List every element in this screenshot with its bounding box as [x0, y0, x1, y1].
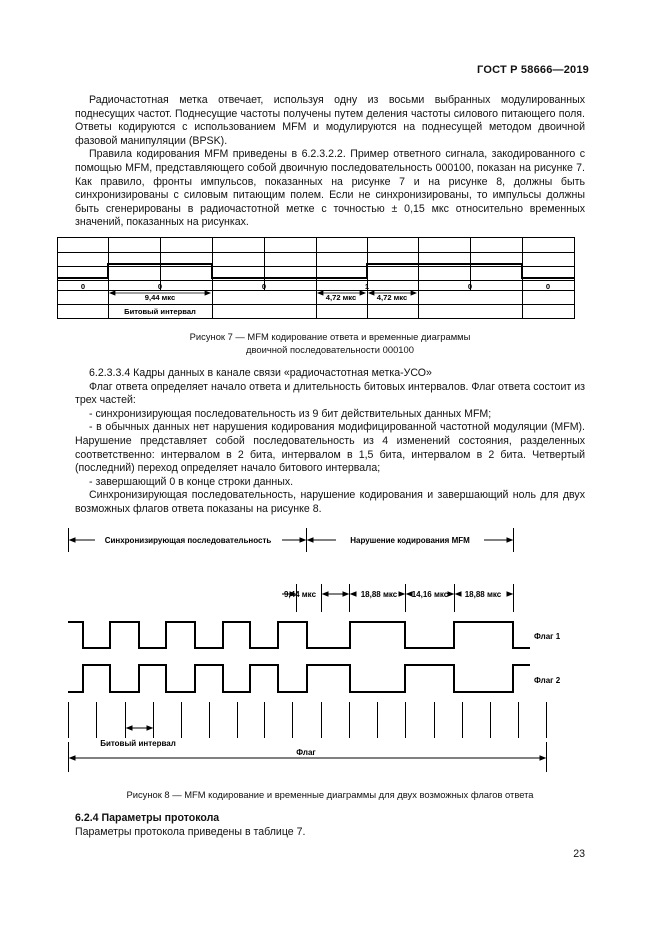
- document-header: ГОСТ Р 58666—2019: [477, 64, 589, 76]
- list-item: - в обычных данных нет нарушения кодирования модифицированной частотной модуляции (MFM). Нарушение представляет собой последовательность из 4 изменений состояния, разделенных соответственно: интервалом в 2 бита, интервалом в 1,5 бита, интервалом в 2 бита. Четвертый (последний) переход определяет начало битового интервала;: [75, 421, 585, 475]
- section-text: Параметры протокола приведены в таблице 7.: [75, 825, 306, 838]
- section-6-2-4: [75, 812, 305, 839]
- flag-1-label: Флаг 1: [534, 632, 561, 641]
- bit-label: 0: [157, 282, 163, 291]
- timing-label: 14,16 мкс: [411, 590, 449, 599]
- timing-label: 18,88 мкс: [464, 590, 502, 599]
- flag-2-label: Флаг 2: [534, 676, 561, 685]
- bit-label: 1: [364, 282, 370, 291]
- half-interval-label: 4,72 мкс: [325, 293, 357, 302]
- list-item: - синхронизирующая последовательность из 9 бит действительных данных MFM;: [89, 407, 492, 420]
- flag-span-label: Флаг: [296, 748, 316, 757]
- bit-label: 0: [467, 282, 473, 291]
- bit-label: 0: [261, 282, 267, 291]
- sync-sequence-label: Синхронизирующая последовательность: [104, 536, 272, 545]
- section-paragraph: Синхронизирующая последовательность, нарушение кодирования и завершающий ноль для двух возможных флагов ответа показаны на рисунке 8.: [75, 489, 585, 515]
- bit-label: 0: [80, 282, 86, 291]
- flag-2-waveform: [68, 665, 530, 692]
- timing-label: 18,88 мкс: [360, 590, 398, 599]
- caption-line: Рисунок 7 — MFM кодирование ответа и временные диаграммы: [189, 331, 471, 342]
- half-interval-label: 4,72 мкс: [376, 293, 408, 302]
- bit-interval-label: Битовый интервал: [100, 739, 176, 748]
- interval-label: 9,44 мкс: [144, 293, 176, 302]
- intro-paragraph-2: Правила кодирования MFM приведены в 6.2.3.2.2. Пример ответного сигнала, закодированного с помощью MFM, представляющего собой двоичную последовательность 000100, показан на рисунке 7. Как правило, фронты импульсов, показанных на рисунке 7 и на рисунке 8, должны быть синхронизированы с силовым питающим полем. Если не синхронизированы, то импульсы должны быть сгенерированы в радиочастотной метке с точностью ± 0,15 мкс относительно временных значений, показанных на рисунках.: [75, 148, 585, 229]
- intro-paragraph-1: Радиочастотная метка отвечает, используя одну из восьми выбранных модулированных поднесущих частот. Поднесущие частоты получены путем деления частоты силового питающего поля. Ответы кодируются с использованием MFM и модулируются на поднесущей методом двоичной фазовой манипуляции (BPSK).: [75, 94, 585, 147]
- bit-label: 0: [545, 282, 551, 291]
- list-item: - завершающий 0 в конце строки данных.: [89, 475, 294, 488]
- bit-interval-label: Битовый интервал: [124, 307, 196, 316]
- section-title: 6.2.4 Параметры протокола: [75, 812, 220, 824]
- caption-line: двоичной последовательности 000100: [246, 343, 414, 355]
- figure-8-caption: Рисунок 8 — MFM кодирование и временные диаграммы для двух возможных флагов ответа: [126, 789, 534, 800]
- page-number: 23: [573, 848, 585, 860]
- violation-label: Нарушение кодирования MFM: [350, 536, 470, 545]
- section-title: 6.2.3.3.4 Кадры данных в канале связи «радиочастотная метка-УСО»: [89, 367, 432, 379]
- timing-label: 9,44 мкс: [283, 590, 317, 599]
- flag-1-waveform: [68, 622, 530, 648]
- section-paragraph: Флаг ответа определяет начало ответа и длительность битовых интервалов. Флаг ответа состоит из трех частей:: [75, 380, 585, 407]
